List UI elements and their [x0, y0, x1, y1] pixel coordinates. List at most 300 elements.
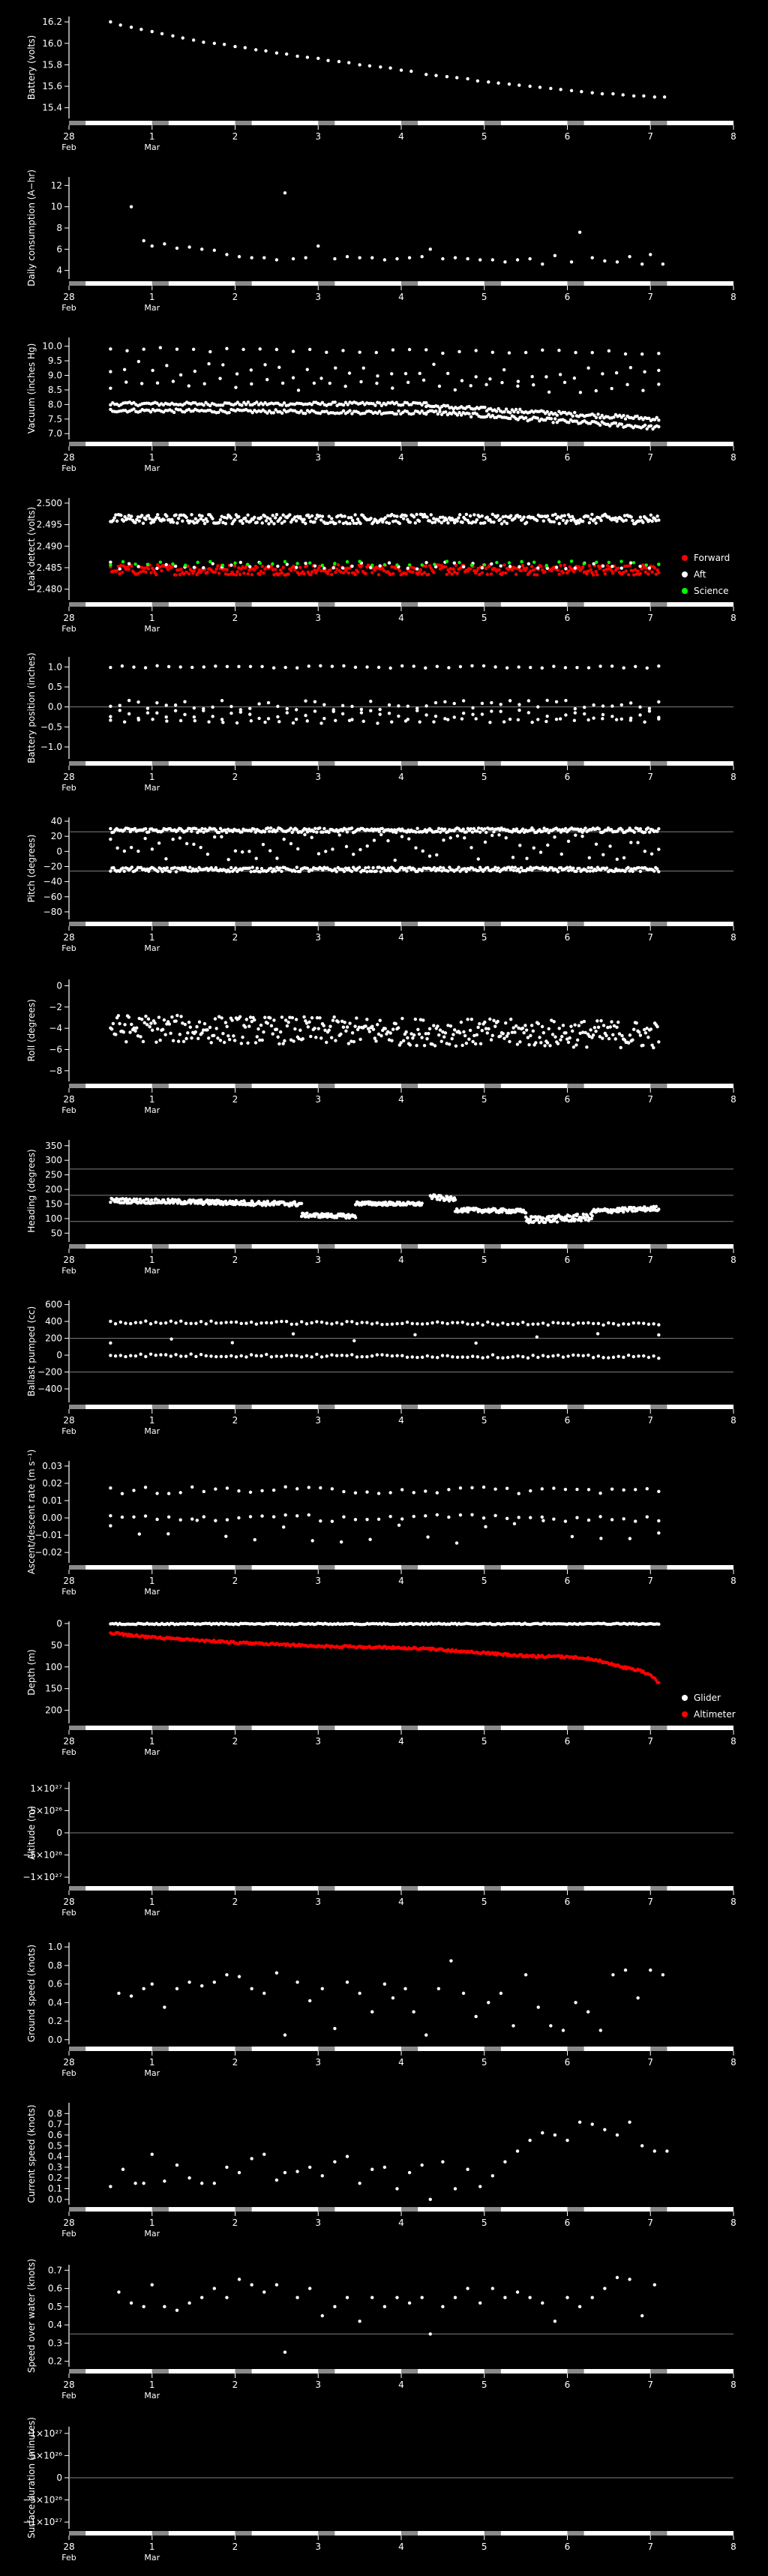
data-point — [235, 1321, 238, 1324]
data-point — [314, 1036, 317, 1039]
data-point — [545, 567, 548, 570]
data-point — [374, 403, 376, 406]
x-tick-label: 8 — [730, 1094, 736, 1105]
data-point — [295, 519, 298, 522]
x-axis-night-segment — [650, 281, 667, 286]
data-point — [326, 58, 329, 61]
data-point — [206, 571, 208, 574]
x-axis-night-segment — [236, 1244, 252, 1249]
data-point — [409, 520, 412, 523]
data-point — [269, 867, 272, 870]
series-data — [109, 1193, 660, 1224]
data-point — [452, 568, 454, 571]
data-point — [225, 1025, 228, 1028]
data-point — [574, 711, 577, 714]
data-point — [511, 865, 514, 868]
data-point — [260, 665, 263, 668]
data-point — [384, 1027, 387, 1030]
data-point — [578, 565, 580, 568]
x-axis-night-segment — [401, 602, 418, 607]
data-point — [476, 1026, 479, 1029]
data-point — [456, 834, 459, 837]
data-point — [360, 1355, 363, 1358]
data-point — [228, 1038, 231, 1041]
data-point — [328, 514, 331, 517]
x-tick-sublabel: Feb — [62, 1587, 76, 1597]
data-point — [225, 253, 228, 256]
data-point — [547, 1355, 550, 1358]
data-point — [128, 699, 130, 702]
data-point — [566, 1354, 569, 1357]
data-point — [193, 715, 196, 718]
data-point — [546, 514, 549, 517]
y-tick-label: 10 — [51, 202, 62, 212]
data-point — [508, 411, 512, 414]
data-point — [362, 367, 365, 370]
data-point — [583, 1020, 586, 1023]
data-point — [172, 1039, 175, 1042]
data-point — [260, 1354, 262, 1357]
data-point — [602, 1324, 604, 1327]
x-axis-night-segment — [401, 761, 418, 766]
data-point — [351, 519, 354, 522]
data-point — [274, 869, 277, 872]
data-point — [427, 1032, 430, 1035]
data-point — [230, 1018, 233, 1021]
x-tick-label: 6 — [565, 1094, 571, 1105]
data-point — [434, 520, 436, 523]
data-point — [657, 425, 660, 428]
data-point — [529, 1516, 532, 1519]
y-axis-label: Depth (m) — [26, 1649, 37, 1695]
data-point — [481, 712, 484, 715]
x-axis-night-segment — [152, 281, 169, 286]
data-point — [500, 522, 503, 525]
chart-depth — [26, 1618, 736, 1757]
data-point — [424, 1514, 427, 1517]
data-point — [327, 831, 330, 834]
series-data — [109, 826, 660, 874]
data-point — [446, 518, 448, 521]
data-point — [563, 514, 566, 517]
data-point — [499, 517, 502, 520]
data-point — [471, 706, 474, 709]
data-point — [392, 572, 394, 575]
data-point — [248, 850, 250, 853]
data-point — [444, 410, 447, 413]
data-point — [335, 870, 338, 873]
data-point — [146, 562, 149, 565]
data-point — [256, 867, 259, 870]
data-point — [481, 1324, 484, 1327]
data-point — [270, 520, 273, 523]
data-point — [586, 1354, 590, 1357]
data-point — [117, 1014, 120, 1017]
y-tick-label: −6 — [49, 1045, 62, 1055]
data-point — [247, 400, 250, 403]
data-point — [602, 1024, 605, 1027]
data-point — [574, 834, 577, 837]
x-axis-night-segment — [650, 1565, 667, 1570]
data-point — [332, 566, 335, 569]
data-point — [440, 869, 443, 872]
data-point — [454, 256, 457, 259]
y-tick-label: 400 — [45, 1316, 62, 1327]
data-point — [481, 566, 484, 569]
x-axis-night-segment — [236, 1565, 252, 1570]
x-axis-night-segment — [69, 121, 86, 125]
data-point — [492, 1019, 495, 1022]
data-point — [451, 1355, 454, 1358]
data-point — [620, 1046, 622, 1049]
data-point — [219, 518, 222, 521]
data-point — [588, 856, 591, 859]
data-point — [653, 95, 656, 98]
data-point — [347, 571, 350, 574]
data-point — [640, 352, 644, 355]
data-point — [324, 850, 327, 853]
data-point — [275, 856, 278, 859]
data-point — [346, 560, 349, 563]
data-point — [140, 514, 143, 517]
y-tick-label: 2.500 — [37, 498, 62, 508]
data-point — [214, 1487, 217, 1490]
data-point — [272, 522, 275, 525]
data-point — [226, 858, 230, 861]
data-point — [483, 406, 486, 409]
data-point — [248, 1024, 250, 1027]
data-point — [208, 350, 212, 353]
data-point — [184, 1037, 188, 1040]
data-point — [238, 1015, 242, 1018]
data-point — [508, 82, 511, 85]
data-point — [328, 1024, 332, 1027]
data-point — [240, 1042, 243, 1045]
x-tick-label: 28 — [63, 1094, 74, 1105]
data-point — [388, 667, 392, 670]
data-point — [267, 717, 270, 720]
data-point — [134, 1354, 137, 1357]
data-point — [304, 714, 307, 717]
data-point — [438, 385, 441, 388]
data-point — [657, 369, 660, 372]
data-point — [176, 1014, 178, 1017]
data-point — [342, 1515, 345, 1518]
data-point — [442, 1036, 446, 1039]
data-point — [163, 518, 166, 521]
data-point — [315, 830, 318, 833]
data-point — [179, 1320, 182, 1323]
data-point — [638, 565, 641, 568]
data-point — [470, 1018, 473, 1021]
x-axis-night-segment — [484, 1726, 501, 1730]
data-point — [280, 1355, 283, 1358]
data-point — [469, 567, 472, 570]
data-point — [508, 718, 512, 721]
data-point — [491, 1322, 494, 1325]
data-point — [250, 719, 253, 722]
data-point — [412, 1515, 416, 1518]
x-axis-night-segment — [401, 1726, 418, 1730]
x-tick-label: 4 — [398, 1736, 404, 1747]
data-point — [370, 571, 374, 574]
data-point — [320, 1355, 323, 1358]
data-point — [202, 403, 205, 406]
data-point — [559, 564, 562, 567]
data-point — [470, 564, 473, 567]
data-point — [118, 709, 122, 712]
data-point — [190, 666, 194, 669]
data-point — [414, 1018, 417, 1021]
data-point — [109, 827, 112, 830]
data-point — [378, 409, 381, 412]
data-point — [512, 869, 515, 872]
data-point — [400, 835, 404, 838]
data-point — [284, 560, 286, 563]
data-point — [643, 370, 646, 373]
data-point — [517, 665, 520, 668]
data-point — [147, 567, 150, 570]
data-point — [322, 566, 326, 569]
data-point — [578, 230, 581, 233]
data-point — [569, 1024, 572, 1027]
data-point — [109, 1514, 112, 1517]
data-point — [616, 858, 619, 861]
data-point — [436, 1513, 439, 1516]
data-point — [130, 25, 133, 28]
data-point — [406, 705, 410, 708]
x-tick-label: 8 — [730, 1736, 736, 1747]
data-point — [516, 1354, 519, 1357]
x-tick-label: 4 — [398, 613, 404, 623]
data-point — [278, 720, 280, 723]
data-point — [292, 721, 295, 724]
data-point — [257, 702, 260, 705]
data-point — [306, 55, 309, 58]
data-point — [383, 563, 386, 566]
data-point — [209, 1320, 212, 1323]
x-axis-night-segment — [236, 1726, 252, 1730]
data-point — [622, 1489, 625, 1492]
data-point — [227, 411, 230, 414]
data-point — [109, 1201, 112, 1204]
data-point — [302, 572, 305, 575]
data-point — [203, 522, 206, 525]
data-point — [520, 866, 523, 869]
data-point — [242, 571, 245, 574]
data-point — [453, 1028, 456, 1031]
data-point — [122, 560, 124, 563]
data-point — [421, 1356, 424, 1359]
data-point — [555, 718, 558, 721]
data-point — [556, 1042, 560, 1045]
data-point — [225, 568, 228, 571]
data-point — [615, 1026, 618, 1029]
data-point — [358, 1038, 362, 1041]
data-point — [596, 1332, 599, 1335]
data-point — [256, 520, 259, 523]
data-point — [446, 521, 449, 524]
data-point — [416, 567, 418, 570]
data-point — [444, 1031, 447, 1034]
data-point — [284, 1513, 286, 1516]
data-point — [154, 1321, 158, 1324]
data-point — [169, 870, 172, 873]
data-point — [461, 1321, 464, 1324]
data-point — [586, 514, 590, 517]
data-point — [620, 559, 622, 562]
data-point — [283, 520, 286, 523]
data-point — [458, 561, 460, 564]
data-point — [562, 1024, 565, 1027]
data-point — [462, 1030, 465, 1033]
x-axis-night-segment — [401, 1084, 418, 1088]
data-point — [346, 1025, 349, 1028]
data-point — [476, 1033, 478, 1036]
x-tick-label: 28 — [63, 1736, 74, 1747]
data-point — [571, 415, 574, 418]
data-point — [268, 1016, 272, 1019]
data-point — [598, 1515, 602, 1518]
data-point — [110, 1027, 113, 1030]
data-point — [271, 1033, 274, 1036]
data-point — [255, 1322, 258, 1325]
y-tick-label: 8 — [56, 223, 62, 233]
data-point — [470, 827, 472, 830]
data-point — [360, 1321, 363, 1324]
data-point — [650, 424, 652, 427]
data-point — [552, 664, 555, 667]
data-point — [124, 380, 128, 383]
x-axis-night-segment — [484, 1084, 501, 1088]
data-point — [570, 89, 573, 92]
data-point — [616, 260, 619, 263]
data-point — [200, 1031, 203, 1034]
data-point — [577, 1321, 580, 1324]
data-point — [434, 409, 437, 412]
data-point — [109, 347, 112, 350]
data-point — [476, 1355, 479, 1358]
data-point — [144, 1355, 147, 1358]
data-point — [213, 835, 216, 838]
legend-label: Aft — [694, 569, 706, 580]
data-point — [109, 715, 112, 718]
data-point — [482, 1516, 485, 1519]
data-point — [144, 1319, 147, 1322]
data-point — [365, 1355, 368, 1358]
x-tick-label: 2 — [232, 613, 238, 623]
x-tick-label: 2 — [232, 452, 238, 463]
data-point — [189, 1025, 192, 1028]
data-point — [591, 351, 594, 354]
data-point — [200, 514, 203, 517]
data-point — [548, 1044, 551, 1047]
data-point — [256, 566, 259, 569]
x-tick-label: 3 — [315, 932, 321, 943]
data-point — [646, 572, 650, 575]
data-point — [597, 1322, 600, 1325]
data-point — [490, 709, 493, 712]
data-point — [364, 571, 367, 574]
x-axis-night-segment — [568, 1565, 584, 1570]
x-axis-night-segment — [152, 922, 169, 926]
data-point — [575, 666, 578, 669]
data-point — [296, 865, 298, 868]
data-point — [460, 717, 464, 720]
data-point — [557, 349, 560, 352]
data-point — [269, 826, 272, 829]
data-point — [629, 718, 632, 721]
x-tick-sublabel: Feb — [62, 1426, 76, 1436]
data-point — [432, 720, 435, 723]
y-axis-label: Vacuum (inches Hg) — [26, 343, 37, 434]
data-point — [132, 1516, 135, 1519]
data-point — [378, 708, 381, 711]
data-point — [188, 384, 190, 387]
data-point — [632, 1028, 635, 1031]
x-axis-night-segment — [318, 1726, 334, 1730]
data-point — [474, 1042, 477, 1045]
data-point — [285, 1320, 288, 1323]
y-tick-label: 2.485 — [37, 562, 62, 573]
data-point — [313, 520, 316, 523]
data-point — [491, 351, 494, 354]
data-point — [646, 667, 649, 670]
data-point — [602, 1356, 604, 1359]
data-point — [224, 1534, 227, 1537]
data-point — [620, 718, 623, 721]
data-point — [596, 1019, 598, 1022]
data-point — [610, 1518, 614, 1521]
data-point — [293, 1027, 296, 1030]
data-point — [551, 1033, 554, 1036]
data-point — [271, 514, 274, 517]
data-point — [241, 850, 244, 853]
data-point — [477, 826, 480, 829]
data-point — [310, 1539, 314, 1542]
data-point — [479, 1042, 482, 1045]
data-point — [457, 516, 460, 519]
data-point — [295, 708, 298, 711]
data-point — [412, 664, 416, 667]
series-data — [109, 1319, 660, 1360]
data-point — [257, 717, 260, 720]
x-tick-sublabel: Feb — [62, 303, 76, 313]
data-point — [283, 1039, 286, 1042]
data-point — [376, 1353, 379, 1356]
data-point — [461, 1355, 464, 1358]
data-point — [391, 386, 394, 389]
data-point — [583, 712, 586, 715]
data-point — [413, 1333, 416, 1336]
data-point — [474, 375, 477, 378]
data-point — [342, 664, 345, 667]
data-point — [326, 572, 329, 575]
data-point — [611, 1033, 614, 1036]
data-point — [176, 247, 178, 250]
data-point — [234, 849, 237, 852]
data-point — [611, 571, 614, 574]
data-point — [380, 1353, 383, 1356]
data-point — [242, 348, 244, 351]
data-point — [294, 870, 297, 873]
data-point — [192, 843, 195, 846]
data-point — [153, 1021, 156, 1024]
data-point — [644, 850, 646, 853]
data-point — [558, 1027, 561, 1030]
data-point — [302, 1015, 305, 1018]
x-axis-night-segment — [401, 442, 418, 446]
